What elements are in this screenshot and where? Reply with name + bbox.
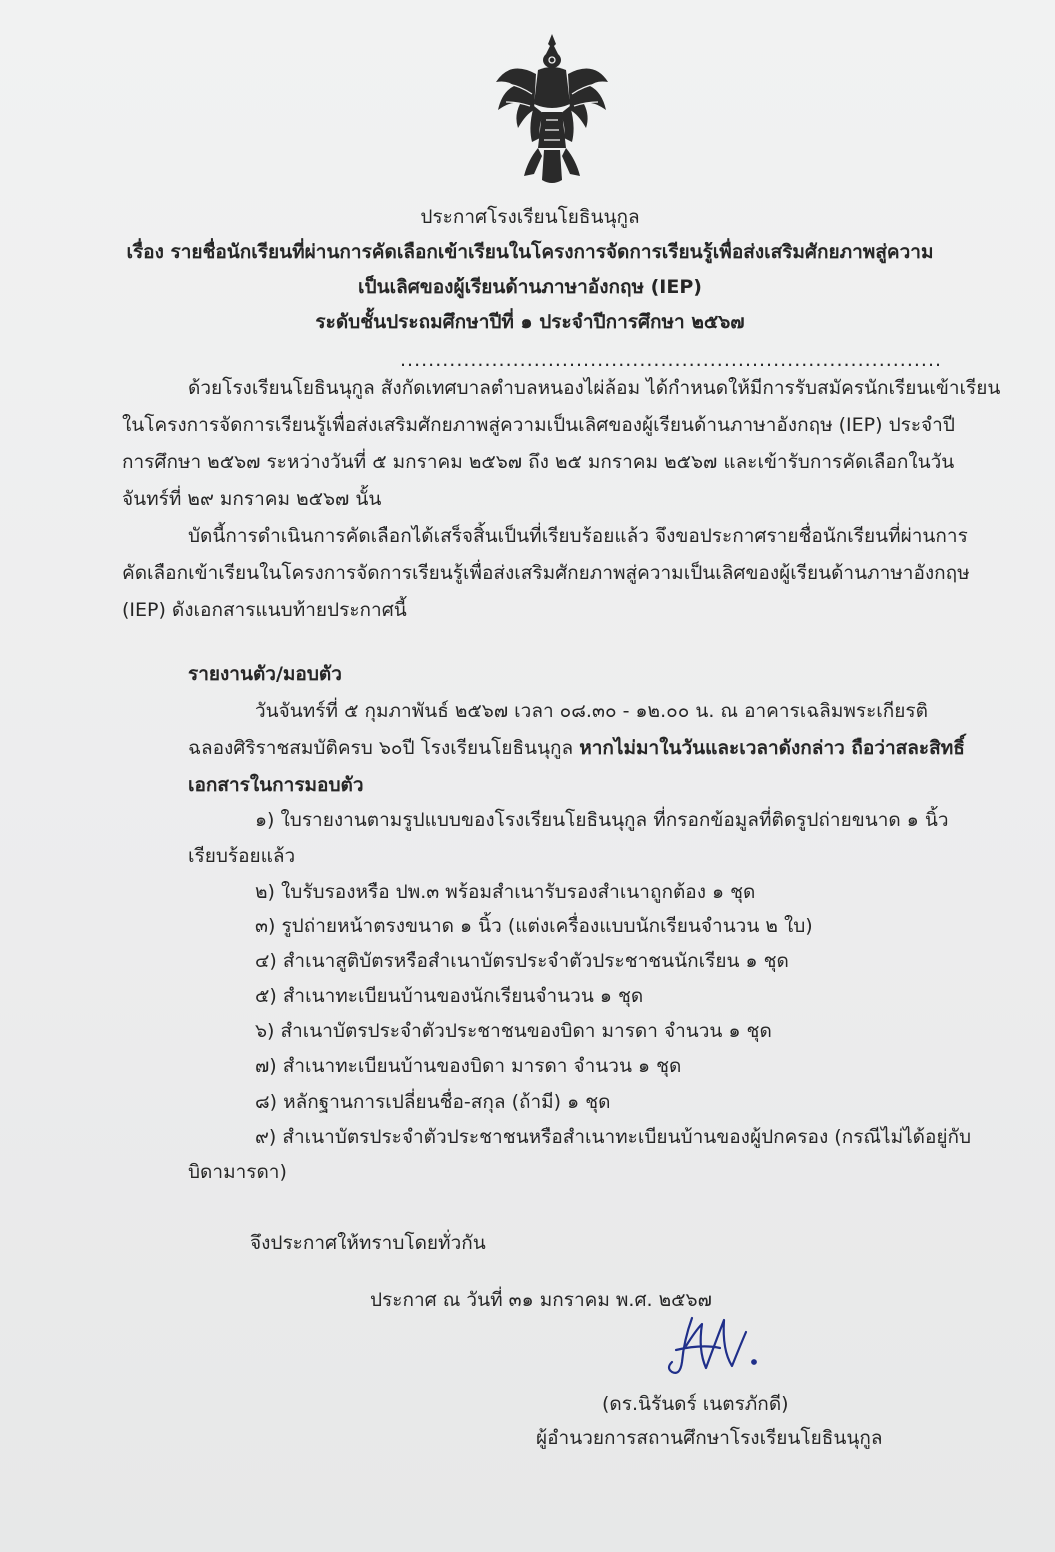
document-item-2: ๒) ใบรับรองหรือ ปพ.๓ พร้อมสำเนารับรองสำเนาถูกต้อง ๑ ชุด [255,881,756,903]
paragraph-1-line-3: การศึกษา ๒๕๖๗ ระหว่างวันที่ ๕ มกราคม ๒๕๖๗ ถึง ๒๕ มกราคม ๒๕๖๗ และเข้ารับการคัดเลือกในวัน [122,451,955,473]
document-item-7: ๗) สำเนาทะเบียนบ้านของบิดา มารดา จำนวน ๑ ชุด [255,1055,682,1077]
paragraph-1-line-4: จันทร์ที่ ๒๙ มกราคม ๒๕๖๗ นั้น [122,488,382,510]
document-item-8: ๘) หลักฐานการเปลี่ยนชื่อ-สกุล (ถ้ามี) ๑ ชุด [255,1091,611,1113]
signer-name: (ดร.นิรันดร์ เนตรภักดี) [602,1393,789,1415]
paragraph-2-line-3: (IEP) ดังเอกสารแนบท้ายประกาศนี้ [122,599,407,621]
paragraph-2-line-2: คัดเลือกเข้าเรียนในโครงการจัดการเรียนรู้เพื่อส่งเสริมศักยภาพสู่ความเป็นเลิศของผู้เรียนด้านภาษาอังกฤษ [122,562,970,584]
document-item-1-cont: เรียบร้อยแล้ว [188,845,296,867]
signature-icon [662,1310,772,1390]
paragraph-1-line-1: ด้วยโรงเรียนโยธินนุกูล สังกัดเทศบาลตำบลหนองไผ่ล้อม ได้กำหนดให้มีการรับสมัครนักเรียนเข้าเรียน [188,377,1001,399]
announcement-date: ประกาศ ณ วันที่ ๓๑ มกราคม พ.ศ. ๒๕๖๗ [370,1289,712,1311]
report-heading: รายงานตัว/มอบตัว [188,663,342,685]
document-item-3: ๓) รูปถ่ายหน้าตรงขนาด ๑ นิ้ว (แต่งเครื่องแบบนักเรียนจำนวน ๒ ใบ) [255,915,813,937]
subject-line: เรื่อง รายชื่อนักเรียนที่ผ่านการคัดเลือกเข้าเรียนในโครงการจัดการเรียนรู้เพื่อส่งเสริมศักยภาพสู่ความ [126,241,934,263]
grade-level-line: ระดับชั้นประถมศึกษาปีที่ ๑ ประจำปีการศึกษา ๒๕๖๗ [315,311,745,333]
report-date-line: วันจันทร์ที่ ๕ กุมภาพันธ์ ๒๕๖๗ เวลา ๐๘.๓๐ - ๑๒.๐๐ น. ณ อาคารเฉลิมพระเกียรติ [255,700,928,722]
forfeit-warning: หากไม่มาในวันและเวลาดังกล่าว ถือว่าสละสิทธิ์ [579,737,965,759]
document-item-1: ๑) ใบรายงานตามรูปแบบของโรงเรียนโยธินนุกูล ที่กรอกข้อมูลที่ติดรูปถ่ายขนาด ๑ นิ้ว [255,809,949,831]
closing-announce: จึงประกาศให้ทราบโดยทั่วกัน [250,1232,486,1254]
report-location-text: ฉลองศิริราชสมบัติครบ ๖๐ปี โรงเรียนโยธินนุกูล [188,737,580,759]
document-item-5: ๕) สำเนาทะเบียนบ้านของนักเรียนจำนวน ๑ ชุด [255,985,644,1007]
document-item-4: ๔) สำเนาสูติบัตรหรือสำเนาบัตรประจำตัวประชาชนนักเรียน ๑ ชุด [255,950,789,972]
signer-title: ผู้อำนวยการสถานศึกษาโรงเรียนโยธินนุกูล [536,1427,883,1449]
report-location-line [188,730,965,766]
document-item-9-cont: บิดามารดา) [188,1161,287,1183]
garuda-emblem-icon [488,30,616,188]
paragraph-2-line-1: บัดนี้การดำเนินการคัดเลือกได้เสร็จสิ้นเป็นที่เรียบร้อยแล้ว จึงขอประกาศรายชื่อนักเรียนที่ผ่านการ [188,525,968,547]
divider-dots: ............................................................................. [400,349,943,371]
document-item-9: ๙) สำเนาบัตรประจำตัวประชาชนหรือสำเนาทะเบียนบ้านของผู้ปกครอง (กรณีไม่ได้อยู่กับ [255,1126,972,1148]
documents-heading: เอกสารในการมอบตัว [188,774,364,796]
announcement-header [60,200,1000,340]
paragraph-1-line-2: ในโครงการจัดการเรียนรู้เพื่อส่งเสริมศักยภาพสู่ความเป็นเลิศของผู้เรียนด้านภาษาอังกฤษ (IEP) ประจำปี [122,414,955,436]
document-item-6: ๖) สำเนาบัตรประจำตัวประชาชนของบิดา มารดา จำนวน ๑ ชุด [255,1020,772,1042]
school-announcement-title: ประกาศโรงเรียนโยธินนุกูล [420,206,640,228]
subject-line-2: เป็นเลิศของผู้เรียนด้านภาษาอังกฤษ (IEP) [358,276,702,298]
